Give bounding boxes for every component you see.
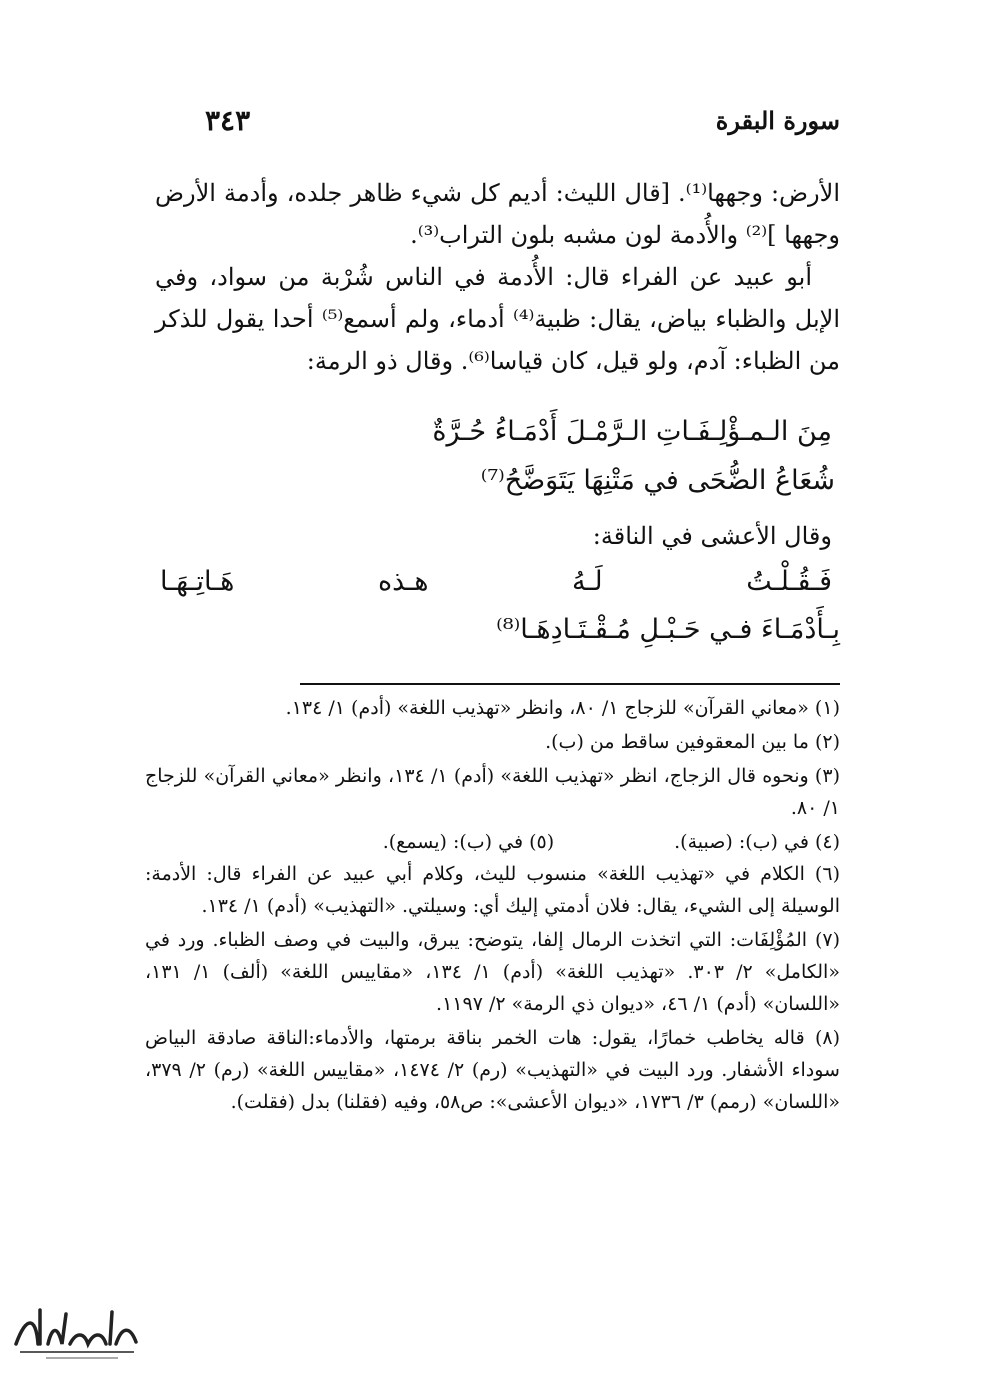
verse-word: هَـاتِـهَـا: [160, 566, 235, 597]
footnotes-4-5: [145, 826, 840, 858]
calligraphic-library-logo-icon: [6, 1296, 146, 1366]
verse-word: هـذه: [378, 566, 429, 597]
verse-1-line-1: مِنَ الـمـؤْلِـفَـاتِ الـرَّمْـلَ أَدْمَـاءُ حُـرَّةٌ: [432, 416, 832, 447]
verse-2-intro: وقال الأعشى في الناقة:: [592, 522, 832, 550]
running-head: سورة البقرة: [715, 105, 840, 135]
footnotes: [145, 692, 840, 1120]
paragraph-1: الأرض: وجهها⁽¹⁾. [قال الليث: أديم كل شيء ظاهر جلده، وأدمة الأرض وجهها ]⁽²⁾ والأُدمة لون مشبه بلون التراب⁽³⁾.: [155, 179, 840, 249]
footnote-8: (٨) قاله يخاطب خمارًا، يقول: هات الخمر بناقة برمتها، والأدماء:الناقة صادقة البياض سوداء الأشفار. ورد البيت في «التهذيب» (رم) ٢/ ١٤٧٤، «مقاييس اللغة» (رم) ٢/ ٣٧٩، «اللسان» (رمم) ٣/ ١٧٣٦، «ديوان الأعشى»: ص٥٨، وفيه (فقلنا) بدل (فقلت).: [145, 1027, 840, 1113]
footnote-2: (٢) ما بين المعقوفين ساقط من (ب).: [545, 731, 840, 753]
verse-2-line-1: [160, 566, 832, 597]
paragraph-2: أبو عبيد عن الفراء قال: الأُدمة في الناس شُرْبة من سواد، وفي الإبل والظباء بياض، يقال: ظبية⁽⁴⁾ أدماء، ولم أسمع⁽⁵⁾ أحدا يقول للذكر من الظباء: آدم، ولو قيل، كان قياسا⁽⁶⁾. وقال ذو الرمة:: [155, 263, 841, 375]
footnote-separator: [300, 683, 840, 685]
verse-word: فَـقُـلْـتُ: [746, 566, 832, 597]
body-text: [155, 172, 840, 382]
footnote-4: (٤) في (ب): (صبية).: [674, 831, 840, 853]
page-number: ٣٤٣: [205, 103, 251, 137]
verse-1-line-2: شُعَاعُ الضُّحَى في مَتْنِهَا يَتَوَضَّحُ⁽⁷⁾: [480, 465, 835, 496]
verse-word: لَـهُ: [572, 566, 603, 597]
footnote-3: (٣) ونحوه قال الزجاج، انظر «تهذيب اللغة» (أدم) ١/ ١٣٤، وانظر «معاني القرآن» للزجاج ١/ ٨٠.: [145, 765, 840, 819]
footnote-1: (١) «معاني القرآن» للزجاج ١/ ٨٠، وانظر «تهذيب اللغة» (أدم) ١/ ١٣٤.: [285, 697, 840, 719]
page-header: [205, 100, 840, 140]
footnote-5: (٥) في (ب): (يسمع).: [382, 831, 555, 853]
footnote-7: (٧) المُؤْلِفَات: التي اتخذت الرمال إلفا، يتوضح: يبرق، والبيت في وصف الظباء. ورد في «الكامل» ٢/ ٣٠٣. «تهذيب اللغة» (أدم) ١/ ١٣٤، «مقاييس اللغة» (ألف) ١/ ١٣١، «اللسان» (أدم) ١/ ٤٦، «ديوان ذي الرمة» ٢/ ١١٩٧.: [145, 929, 840, 1015]
verse-2-line-2: بِـأَدْمَـاءَ فـي حَـبْـلِ مُـقْـتَـادِهَـا⁽⁸⁾: [496, 614, 840, 645]
footnote-6: (٦) الكلام في «تهذيب اللغة» منسوب لليث، وكلام أبي عبيد عن الفراء قال: الأدمة: الوسيلة إلى الشيء، يقال: فلان أدمتي إليك أي: وسيلتي. «التهذيب» (أدم) ١/ ١٣٤.: [145, 863, 840, 917]
